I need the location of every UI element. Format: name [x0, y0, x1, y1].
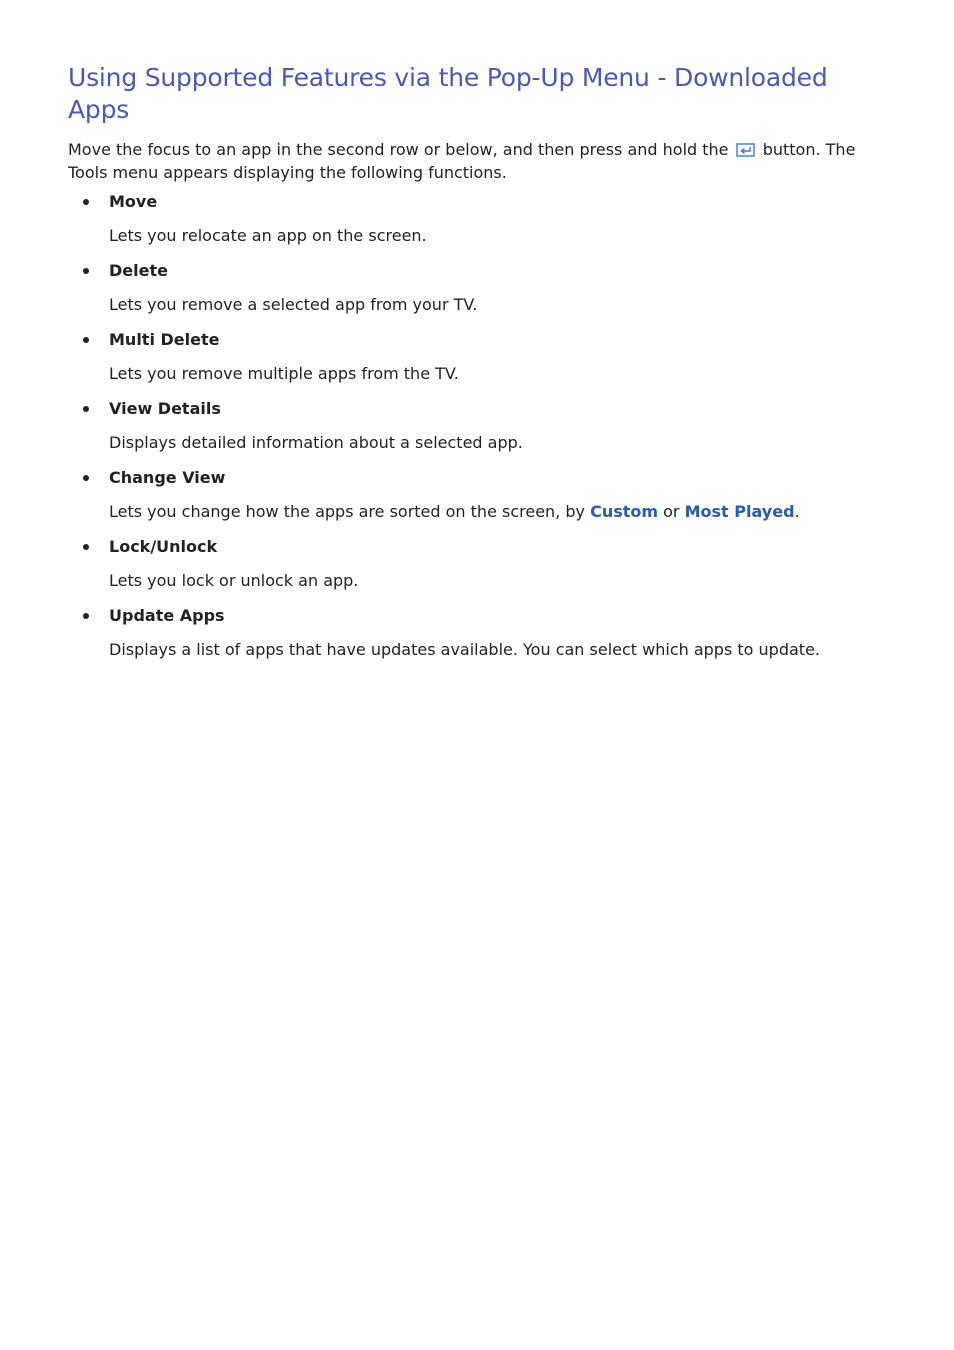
feature-description: Displays detailed information about a selected app. [109, 433, 523, 452]
list-item-move [68, 190, 868, 247]
feature-description: Lets you remove a selected app from your TV. [109, 295, 478, 314]
feature-name: Move [109, 192, 158, 211]
bullet-icon [83, 406, 89, 412]
feature-description: Lets you relocate an app on the screen. [109, 226, 427, 245]
bullet-icon [83, 475, 89, 481]
enter-button-icon [736, 141, 756, 157]
custom-option-link[interactable]: Custom [590, 502, 659, 521]
intro-text-before: Move the focus to an app in the second row or below, and then press and hold the [68, 140, 729, 159]
document-page [68, 62, 868, 673]
change-view-text-after: . [794, 502, 800, 521]
feature-name: Lock/Unlock [109, 537, 218, 556]
list-item-change-view [68, 466, 868, 523]
change-view-text-before: Lets you change how the apps are sorted on the screen, by [109, 502, 585, 521]
feature-list [68, 190, 868, 661]
feature-name: View Details [109, 399, 221, 418]
page-title: Using Supported Features via the Pop-Up Menu - Downloaded Apps [68, 63, 828, 124]
feature-name: Multi Delete [109, 330, 220, 349]
feature-description: Displays a list of apps that have updates available. You can select which apps to update. [109, 640, 820, 659]
list-item-view-details [68, 397, 868, 454]
bullet-icon [83, 199, 89, 205]
feature-description [109, 500, 868, 523]
bullet-icon [83, 544, 89, 550]
list-item-delete [68, 259, 868, 316]
intro-paragraph [68, 138, 868, 184]
feature-description: Lets you lock or unlock an app. [109, 571, 359, 590]
list-item-update-apps [68, 604, 868, 661]
bullet-icon [83, 613, 89, 619]
bullet-icon [83, 337, 89, 343]
list-item-multi-delete [68, 328, 868, 385]
list-item-lock-unlock [68, 535, 868, 592]
change-view-text-middle: or [663, 502, 680, 521]
feature-name: Delete [109, 261, 168, 280]
feature-description: Lets you remove multiple apps from the TV. [109, 364, 459, 383]
intro-text-after: button. The Tools menu appears displaying the following functions. [68, 140, 856, 182]
bullet-icon [83, 268, 89, 274]
feature-name: Change View [109, 468, 226, 487]
feature-name: Update Apps [109, 606, 225, 625]
most-played-option-link[interactable]: Most Played [684, 502, 795, 521]
